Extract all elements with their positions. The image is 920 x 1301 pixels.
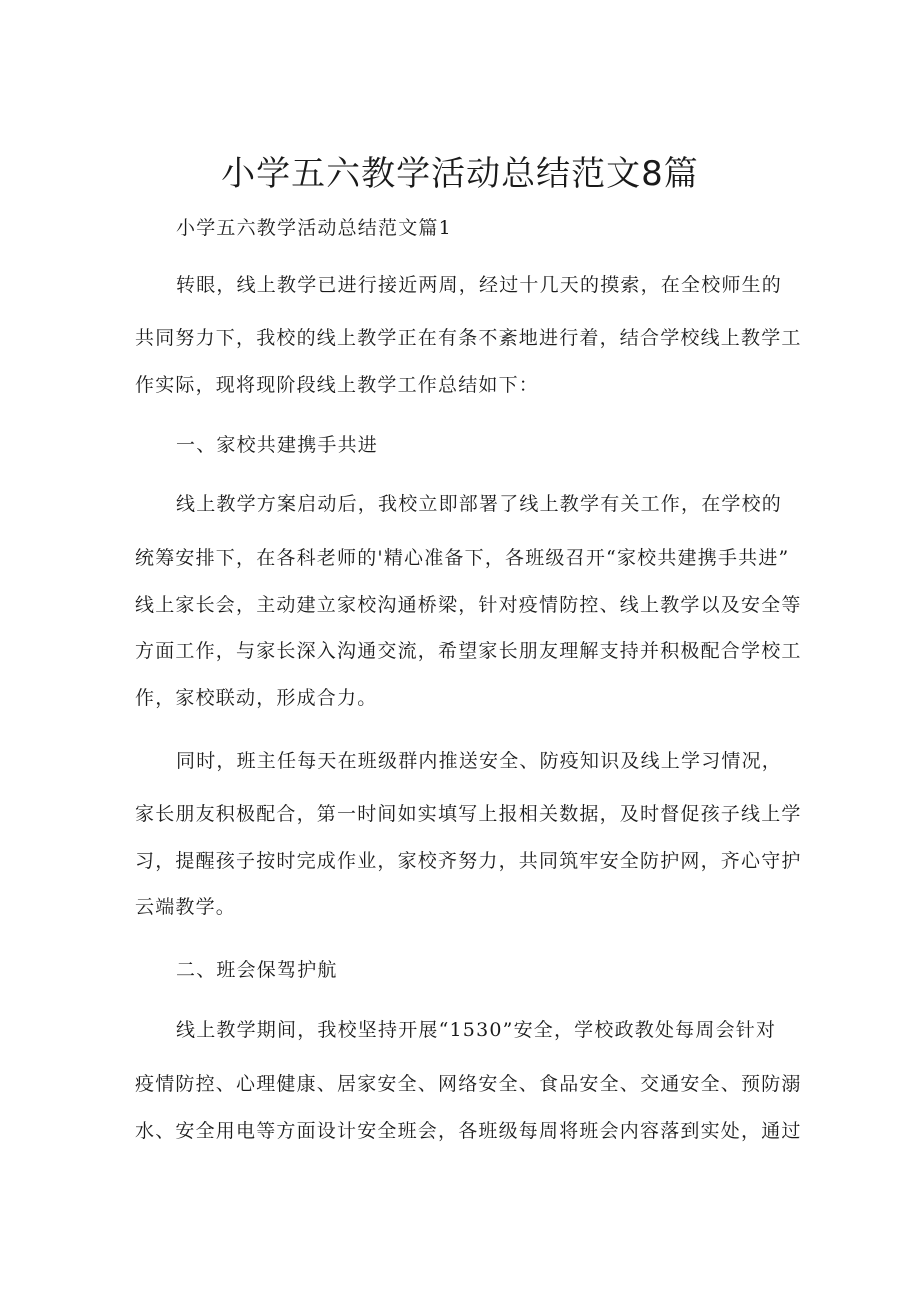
- paragraph-line: 疫情防控、心理健康、居家安全、网络安全、食品安全、交通安全、预防溺: [135, 1073, 802, 1095]
- paragraph-line: 线上教学方案启动后，我校立即部署了线上教学有关工作，在学校的: [176, 493, 783, 515]
- paragraph-line: 转眼，线上教学已进行接近两周，经过十几天的摸索，在全校师生的: [176, 274, 783, 296]
- paragraph-line: 云端教学。: [135, 896, 237, 918]
- paragraph-line: 习，提醒孩子按时完成作业，家校齐努力，共同筑牢安全防护网，齐心守护: [135, 850, 802, 872]
- paragraph-line: 作实际，现将现阶段线上教学工作总结如下：: [135, 374, 540, 396]
- paragraph-line: 线上家长会，主动建立家校沟通桥梁，针对疫情防控、线上教学以及安全等: [135, 594, 802, 616]
- section-heading-1: 小学五六教学活动总结范文篇1: [176, 217, 452, 239]
- paragraph-line: 水、安全用电等方面设计安全班会，各班级每周将班会内容落到实处，通过: [135, 1120, 802, 1142]
- document-title: 小学五六教学活动总结范文8篇: [221, 154, 699, 194]
- paragraph-line: 同时，班主任每天在班级群内推送安全、防疫知识及线上学习情况，: [176, 750, 783, 772]
- paragraph-line: 作，家校联动，形成合力。: [135, 687, 378, 709]
- paragraph-line: 统筹安排下，在各科老师的'精心准备下，各班级召开“家校共建携手共进”: [135, 547, 790, 569]
- paragraph-line: 线上教学期间，我校坚持开展“1530”安全，学校政教处每周会针对: [176, 1019, 777, 1041]
- paragraph-line: 方面工作，与家长深入沟通交流，希望家长朋友理解支持并积极配合学校工: [135, 640, 802, 662]
- section-heading-2: 一、家校共建携手共进: [176, 434, 379, 456]
- paragraph-line: 共同努力下，我校的线上教学正在有条不紊地进行着，结合学校线上教学工: [135, 327, 802, 349]
- section-heading-3: 二、班会保驾护航: [176, 959, 338, 981]
- paragraph-line: 家长朋友积极配合，第一时间如实填写上报相关数据，及时督促孩子线上学: [135, 803, 802, 825]
